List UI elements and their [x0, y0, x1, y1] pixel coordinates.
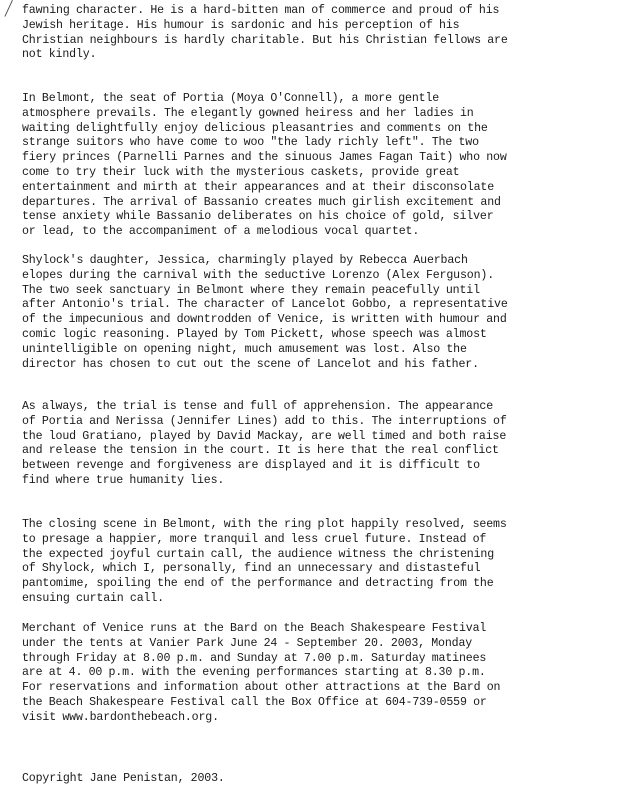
scan-mark [4, 0, 13, 17]
copyright-line: Copyright Jane Penistan, 2003. [22, 772, 225, 785]
paragraph-shylock-character: fawning character. He is a hard-bitten man of commerce and proud of his Jewish heritage. His humour is sardonic and his perception of his Christian neighbours is hardly charitable. But his Christian fellows are not kindly. [22, 4, 508, 62]
paragraph-jessica: Shylock's daughter, Jessica, charmingly played by Rebecca Auerbach elopes during the carnival with the seductive Lorenzo (Alex Ferguson). The two seek sanctuary in Belmont where they remain peacefully until after Antonio's trial. The character of Lancelot Gobbo, a representative of the impecunious and downtrodden of Venice, is written with humour and comic logic reasoning. Played by Tom Pickett, whose speech was almost unintelligible on opening night, much amusement was lost. Also the director has chosen to cut out the scene of Lancelot and his father. [22, 254, 508, 371]
paragraph-trial: As always, the trial is tense and full of apprehension. The appearance of Portia and Nerissa (Jennifer Lines) add to this. The interruptions of the loud Gratiano, played by David Mackay, are well timed and both raise and release the tension in the court. It is here that the real conflict between revenge and forgiveness are displayed and it is difficult to find where true humanity lies. [22, 400, 507, 487]
paragraph-belmont: In Belmont, the seat of Portia (Moya O'Connell), a more gentle atmosphere prevails. The elegantly gowned heiress and her ladies in waiting delightfully enjoy delicious pleasantries and comments on the strange suitors who have come to woo "the lady richly left". The two fiery princes (Parnelli Parnes and the sinuous James Fagan Tait) who now come to try their luck with the mysterious caskets, provide great entertainment and mirth at their appearances and at their disconsolate departures. The arrival of Bassanio creates much girlish excitement and tense anxiety while Bassanio deliberates on his choice of gold, silver or lead, to the accompaniment of a melodious vocal quartet. [22, 92, 507, 239]
paragraph-festival-info: Merchant of Venice runs at the Bard on the Beach Shakespeare Festival under the tents at Vanier Park June 24 - September 20. 2003, Monday through Friday at 8.00 p.m. and Sunday at 7.00 p.m. Saturday matinees are at 4. 00 p.m. with the evening performances starting at 8.30 p.m. For reservations and information about other attractions at the Bard on the Beach Shakespeare Festival call the Box Office at 604-739-0559 or visit www.bardonthebeach.org. [22, 622, 501, 724]
paragraph-closing-scene: The closing scene in Belmont, with the ring plot happily resolved, seems to presage a happier, more tranquil and less cruel future. Instead of the expected joyful curtain call, the audience witness the christening of Shylock, which I, personally, find an unnecessary and distasteful pantomime, spoiling the end of the performance and detracting from the ensuing curtain call. [22, 518, 507, 605]
